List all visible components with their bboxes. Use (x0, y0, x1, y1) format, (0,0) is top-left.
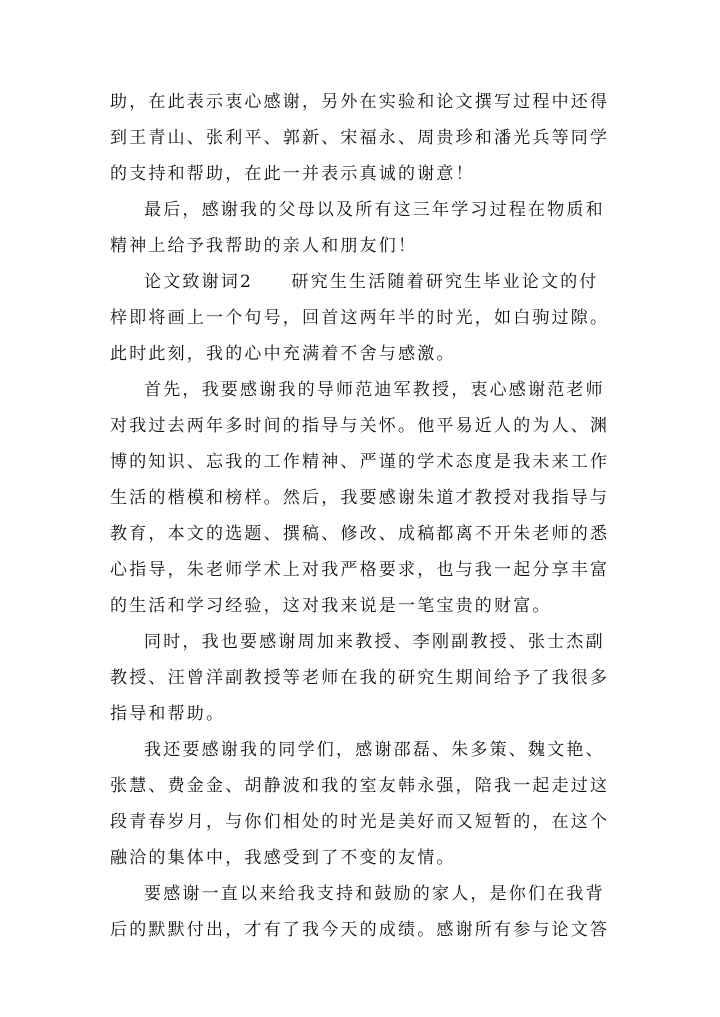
paragraph-start-line: 要感谢一直以来给我支持和鼓励的家人，是你们在我背 (144, 884, 605, 904)
text-line: 教授、汪曾洋副教授等老师在我的研究生期间给予了我很多 (110, 668, 610, 688)
text-line: 精神上给予我帮助的亲人和朋友们！ (110, 236, 418, 256)
section-heading-line: 论文致谢词2 研究生生活随着研究生毕业论文的付 (144, 272, 599, 292)
text-line: 后的默默付出，才有了我今天的成绩。感谢所有参与论文答 (110, 920, 610, 940)
text-line: 的支持和帮助，在此一并表示真诚的谢意！ (110, 164, 475, 184)
text-line: 指导和帮助。 (110, 704, 226, 724)
text-line: 助，在此表示衷心感谢，另外在实验和论文撰写过程中还得 (110, 92, 610, 112)
text-line: 的生活和学习经验，这对我来说是一笔宝贵的财富。 (110, 596, 552, 616)
paragraph-start-line: 首先，我要感谢我的导师范迪军教授，衷心感谢范老师 (144, 380, 605, 400)
paragraph-start-line: 我还要感谢我的同学们，感谢邵磊、朱多策、魏文艳、 (144, 740, 605, 760)
text-line: 张慧、费金金、胡静波和我的室友韩永强，陪我一起走过这 (110, 776, 610, 796)
text-line: 博的知识、忘我的工作精神、严谨的学术态度是我未来工作 (110, 452, 610, 472)
text-line: 融洽的集体中，我感受到了不变的友情。 (110, 848, 456, 868)
text-line: 对我过去两年多时间的指导与关怀。他平易近人的为人、渊 (110, 416, 610, 436)
text-line: 生活的楷模和榜样。然后，我要感谢朱道才教授对我指导与 (110, 488, 610, 508)
paragraph-start-line: 最后，感谢我的父母以及所有这三年学习过程在物质和 (144, 200, 605, 220)
text-line: 到王青山、张利平、郭新、宋福永、周贵珍和潘光兵等同学 (110, 128, 610, 148)
paragraph-start-line: 同时，我也要感谢周加来教授、李刚副教授、张士杰副 (144, 632, 605, 652)
text-line: 教育，本文的选题、撰稿、修改、成稿都离不开朱老师的悉 (110, 524, 610, 544)
text-line: 梓即将画上一个句号，回首这两年半的时光，如白驹过隙。 (110, 308, 610, 328)
text-line: 段青春岁月，与你们相处的时光是美好而又短暂的，在这个 (110, 812, 610, 832)
text-line: 此时此刻，我的心中充满着不舍与感激。 (110, 344, 456, 364)
text-line: 心指导，朱老师学术上对我严格要求，也与我一起分享丰富 (110, 560, 610, 580)
